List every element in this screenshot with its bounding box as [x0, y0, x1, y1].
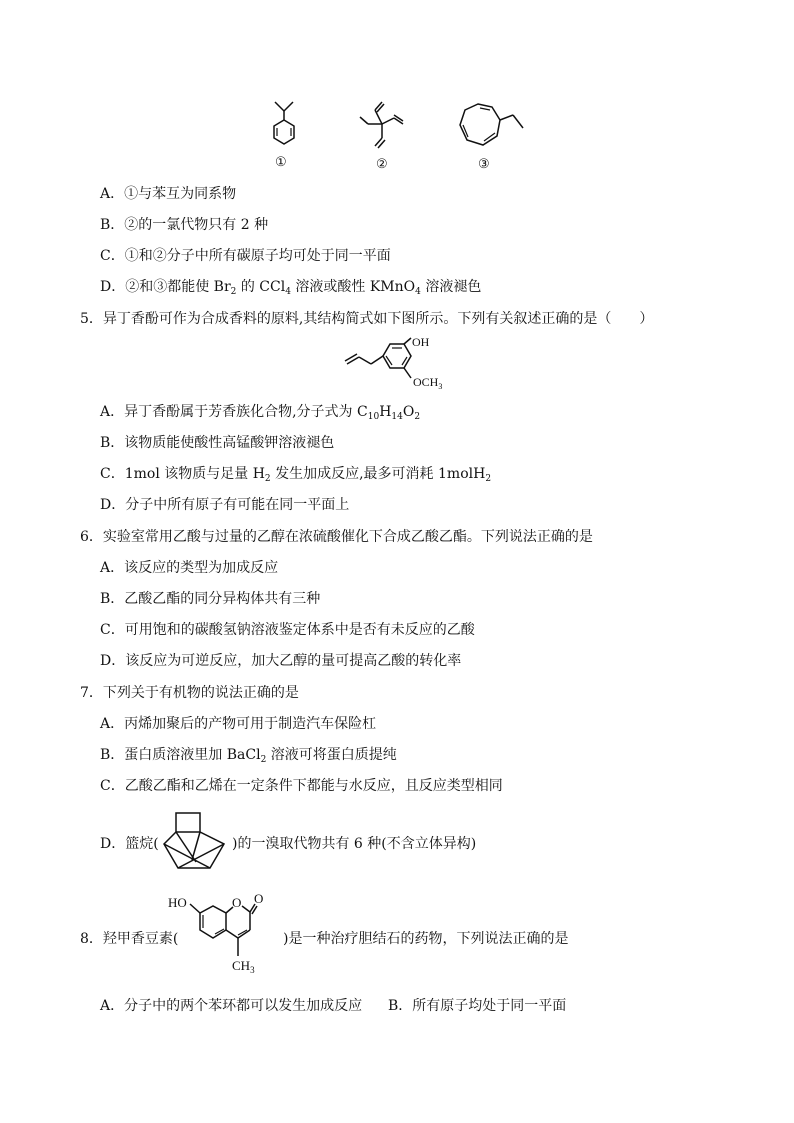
- q6-option-d: D．该反应为可逆反应，加大乙醇的量可提高乙酸的转化率: [100, 653, 462, 669]
- q5-stem: 5．异丁香酚可作为合成香料的原料,其结构简式如下图所示。下列有关叙述正确的是（ ）: [80, 311, 654, 327]
- q7-stem: 7．下列关于有机物的说法正确的是: [80, 685, 299, 701]
- q5-isoeugenol-structure: [335, 335, 470, 395]
- q8-hymecromone-structure: [168, 888, 283, 983]
- q8-ho-label: HO: [168, 895, 187, 910]
- q7-option-d-prefix: D．篮烷(: [100, 836, 159, 852]
- q7-basketane-structure: [158, 808, 232, 874]
- structure-2-label: ②: [376, 156, 388, 171]
- structure-3-ethylcycloheptatriene: [455, 98, 530, 176]
- structure-1-isopropylbenzene: [265, 98, 305, 173]
- q7-option-c: C．乙酸乙酯和乙烯在一定条件下都能与水反应，且反应类型相同: [100, 778, 503, 794]
- q5-och3-label: $OCH_3$: [413, 375, 443, 391]
- q8-option-b: B．所有原子均处于同一平面: [388, 998, 567, 1014]
- q6-stem: 6．实验室常用乙酸与过量的乙醇在浓硫酸催化下合成乙酸乙酯。下列说法正确的是: [80, 529, 593, 545]
- q5-option-c: C．1mol 该物质与足量 $H_2$ 发生加成反应,最多可消耗 1molH$_2$: [100, 466, 492, 484]
- q4-option-b: B．②的一氯代物只有 2 种: [100, 217, 269, 233]
- q8-option-a: A．分子中的两个苯环都可以发生加成反应: [100, 998, 363, 1014]
- q7-option-a: A．丙烯加聚后的产物可用于制造汽车保险杠: [100, 716, 377, 732]
- q5-option-d: D．分子中所有原子有可能在同一平面上: [100, 497, 350, 513]
- q5-option-b: B．该物质能使酸性高锰酸钾溶液褪色: [100, 435, 335, 451]
- q8-ch3-label: $CH_3$: [232, 958, 255, 975]
- q7-option-d-suffix: )的一溴取代物共有 6 种(不含立体异构): [232, 836, 477, 852]
- q6-option-c: C．可用饱和的碳酸氢钠溶液鉴定体系中是否有未反应的乙酸: [100, 622, 475, 638]
- structure-3-label: ③: [478, 156, 490, 171]
- q8-o-ring-label: O: [232, 895, 242, 910]
- q5-option-a: A．异丁香酚属于芳香族化合物,分子式为 $C_{10}H_{14}O_2$: [100, 404, 421, 422]
- q4-option-d: D．②和③都能使 $Br_2$ 的 CCl$_4$ 溶液或酸性 KMnO$_4$ 溶液褪色: [100, 279, 482, 297]
- q6-option-b: B．乙酸乙酯的同分异构体共有三种: [100, 591, 321, 607]
- q4-option-c: C．①和②分子中所有碳原子均可处于同一平面: [100, 248, 391, 264]
- q8-stem-prefix: 8．羟甲香豆素(: [80, 931, 179, 947]
- q4-option-a: A．①与苯互为同系物: [100, 186, 237, 202]
- structure-2-trivinylethane: [355, 98, 410, 173]
- q8-o-carbonyl-label: O: [254, 891, 264, 906]
- q8-stem-suffix: )是一种治疗胆结石的药物，下列说法正确的是: [283, 931, 569, 947]
- q7-option-b: B．蛋白质溶液里加 BaCl$_2$ 溶液可将蛋白质提纯: [100, 747, 397, 765]
- q5-oh-label: OH: [412, 335, 430, 349]
- q6-option-a: A．该反应的类型为加成反应: [100, 560, 279, 576]
- structure-1-label: ①: [275, 154, 287, 169]
